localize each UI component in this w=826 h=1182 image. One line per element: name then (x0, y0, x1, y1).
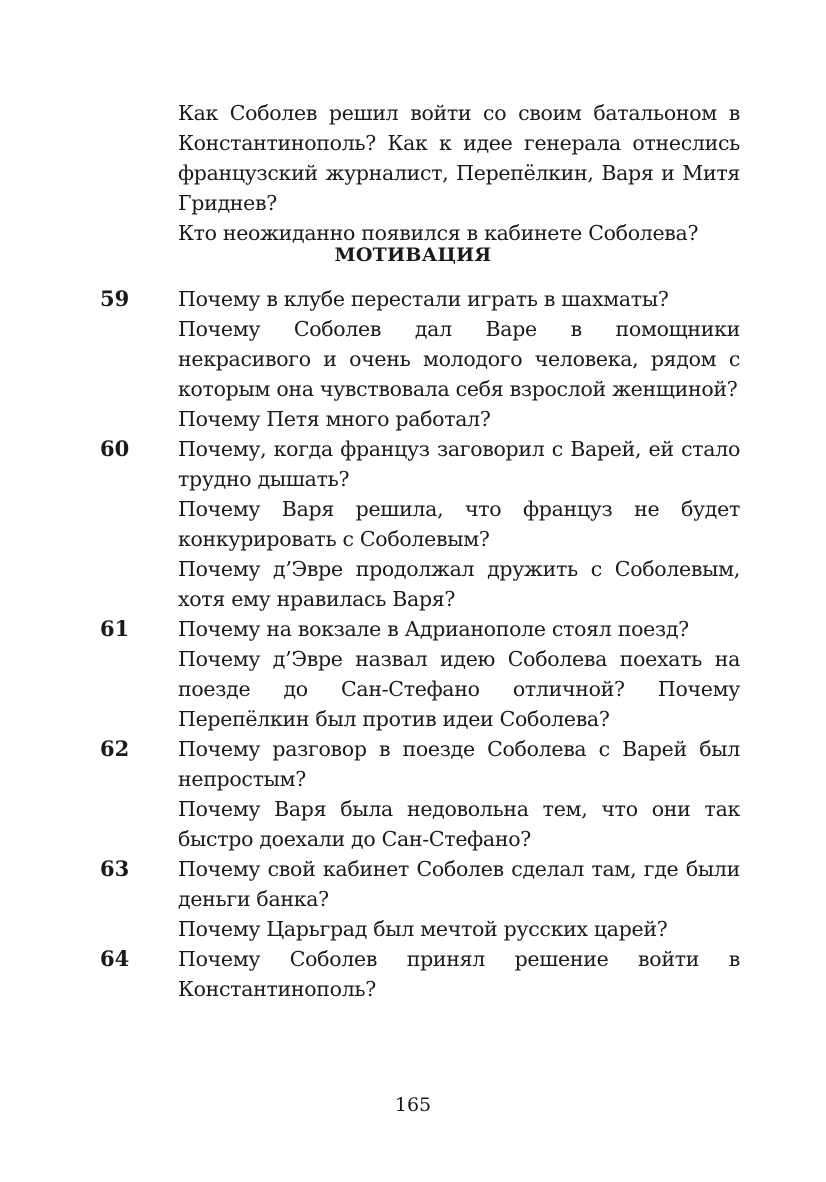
section-63 (100, 854, 740, 944)
section-number: 61 (100, 616, 130, 641)
section-number: 62 (100, 736, 130, 761)
question: Почему Царьград был мечтой русских царей? (178, 917, 668, 941)
section-heading: МОТИВАЦИЯ (334, 244, 492, 266)
section-59 (100, 284, 740, 434)
section-64 (100, 944, 740, 1004)
question: Почему в клубе перестали играть в шахматы? (178, 287, 669, 311)
section-questions (178, 854, 740, 944)
question: Почему д’Эвре назвал идею Соболева поехать на поезде до Сан-Стефано отличной? Почему Перепёлкин был против идеи Соболева? (178, 647, 740, 731)
section-questions (178, 944, 740, 1004)
section-62 (100, 734, 740, 854)
section-questions (178, 614, 740, 734)
section-number: 64 (100, 946, 130, 971)
intro-paragraph: Как Соболев решил войти со своим батальоном в Константинополь? Как к идее генерала отнеслись французский журналист, Перепёлкин, Варя и Митя Гриднев? (178, 101, 740, 215)
question: Почему Петя много работал? (178, 407, 491, 431)
question: Почему д’Эвре продолжал дружить с Соболевым, хотя ему нравилась Варя? (178, 557, 740, 611)
question: Почему Варя решила, что француз не будет конкурировать с Соболевым? (178, 497, 740, 551)
question-list (100, 284, 740, 1004)
section-60 (100, 434, 740, 614)
question: Почему свой кабинет Соболев сделал там, где были деньги банка? (178, 857, 740, 911)
section-61 (100, 614, 740, 734)
question: Почему на вокзале в Адрианополе стоял поезд? (178, 617, 689, 641)
question: Почему Соболев принял решение войти в Константинополь? (178, 947, 740, 1001)
question: Почему Соболев дал Варе в помощники некрасивого и очень молодого человека, рядом с которым она чувствовала себя взрослой женщиной? (178, 317, 740, 401)
section-number: 59 (100, 286, 130, 311)
intro-paragraph: Кто неожиданно появился в кабинете Соболева? (178, 221, 699, 245)
section-questions (178, 284, 740, 434)
section-number: 63 (100, 856, 130, 881)
section-questions (178, 434, 740, 614)
section-number: 60 (100, 436, 130, 461)
intro-block (178, 98, 740, 248)
page-number: 165 (394, 1094, 432, 1116)
section-questions (178, 734, 740, 854)
question: Почему разговор в поезде Соболева с Варей был непростым? (178, 737, 740, 791)
question: Почему Варя была недовольна тем, что они так быстро доехали до Сан-Стефано? (178, 797, 740, 851)
question: Почему, когда француз заговорил с Варей, ей стало трудно дышать? (178, 437, 740, 491)
